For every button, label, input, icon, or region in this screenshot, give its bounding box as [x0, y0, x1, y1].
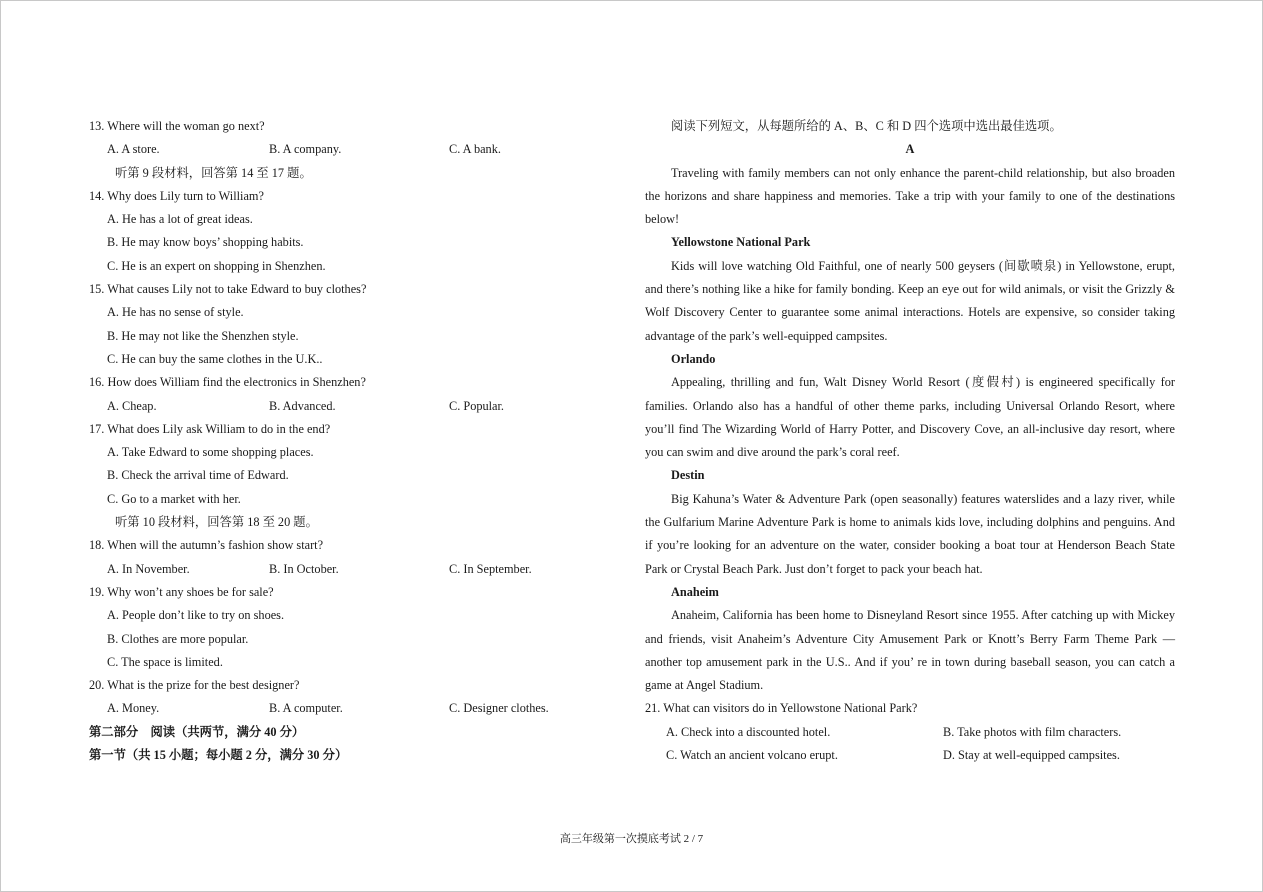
option-c: C. Popular.	[449, 398, 504, 413]
question-21-stem: 21. What can visitors do in Yellowstone National Park?	[645, 701, 918, 716]
section-10-instruction: 听第 10 段材料，回答第 18 至 20 题。	[115, 515, 318, 530]
option-b: B. A company.	[269, 142, 342, 157]
section-9-instruction: 听第 9 段材料，回答第 14 至 17 题。	[115, 165, 312, 180]
question-20-stem: 20. What is the prize for the best designer?	[89, 678, 300, 693]
left-column	[89, 115, 609, 767]
option-a: A. Check into a discounted hotel.	[666, 724, 831, 739]
section-1-heading: 第一节（共 15 小题；每小题 2 分，满分 30 分）	[89, 748, 348, 763]
question-16-stem: 16. How does William find the electronics in Shenzhen?	[89, 375, 366, 390]
option-b: B. He may not like the Shenzhen style.	[107, 328, 299, 343]
question-18-options	[89, 558, 609, 581]
anaheim-heading: Anaheim	[671, 584, 719, 599]
option-a: A. In November.	[107, 561, 190, 576]
option-b: B. Check the arrival time of Edward.	[107, 468, 289, 483]
question-21-options-row-1	[645, 721, 1175, 744]
option-d: D. Stay at well-equipped campsites.	[943, 748, 1120, 763]
option-a: A. Cheap.	[107, 398, 157, 413]
question-15-stem: 15. What causes Lily not to take Edward to buy clothes?	[89, 282, 367, 297]
option-c: C. He can buy the same clothes in the U.K..	[107, 351, 323, 366]
yellowstone-paragraph: Kids will love watching Old Faithful, one of nearly 500 geysers (间歇喷泉) in Yellowstone, erupt, and there’s nothing like a hike for family bonding. Keep an eye out for wild animals, or visit the Grizzly & Wolf Discovery Center to guarantee some animal interactions. Hotels are expensive, so consider taking advantage of the park’s well-equipped campsites.	[645, 258, 1175, 343]
option-a: A. Take Edward to some shopping places.	[107, 445, 314, 460]
question-21-options-row-2	[645, 744, 1175, 767]
question-19-stem: 19. Why won’t any shoes be for sale?	[89, 584, 274, 599]
option-a: A. Money.	[107, 701, 160, 716]
reading-instruction: 阅读下列短文，从每题所给的 A、B、C 和 D 四个选项中选出最佳选项。	[671, 119, 1062, 133]
question-20-options	[89, 697, 609, 720]
option-c: C. Designer clothes.	[449, 701, 549, 716]
question-13-options	[89, 138, 609, 161]
orlando-heading: Orlando	[671, 351, 716, 366]
destin-heading: Destin	[671, 468, 705, 483]
question-17-stem: 17. What does Lily ask William to do in the end?	[89, 421, 331, 436]
option-a: A. A store.	[107, 142, 160, 157]
option-b: B. Advanced.	[269, 398, 336, 413]
anaheim-paragraph: Anaheim, California has been home to Disneyland Resort since 1955. After catching up with Mickey and friends, visit Anaheim’s Adventure City Amusement Park or Knott’s Berry Farm Theme Park — another top amusement park in the U.S.. And if you’ re in town during baseball season, you can catch a game at Angel Stadium.	[645, 608, 1175, 693]
option-b: B. Take photos with film characters.	[943, 724, 1122, 739]
option-b: B. In October.	[269, 561, 339, 576]
passage-intro: Traveling with family members can not only enhance the parent-child relationship, but also broaden the horizons and share happiness and memories. Take a trip with your family to one of the destinations below!	[645, 165, 1175, 227]
option-b: B. He may know boys’ shopping habits.	[107, 235, 304, 250]
part-2-heading: 第二部分 阅读（共两节，满分 40 分）	[89, 724, 305, 739]
question-14-stem: 14. Why does Lily turn to William?	[89, 188, 264, 203]
question-18-stem: 18. When will the autumn’s fashion show start?	[89, 538, 324, 553]
option-a: A. He has a lot of great ideas.	[107, 212, 253, 227]
passage-label: A	[905, 142, 915, 157]
orlando-paragraph: Appealing, thrilling and fun, Walt Disney World Resort (度假村) is engineered specifically for families. Orlando also has a handful of other theme parks, including Universal Orlando Resort, where you’ll find The Wizarding World of Harry Potter, and Discovery Cove, an all-inclusive day resort, where you can swim and dive around the park’s coral reef.	[645, 375, 1175, 460]
option-b: B. Clothes are more popular.	[107, 631, 249, 646]
yellowstone-heading: Yellowstone National Park	[671, 235, 811, 250]
question-13-stem: 13. Where will the woman go next?	[89, 119, 265, 133]
page-footer: 高三年级第一次摸底考试 2 / 7	[559, 833, 704, 845]
question-16-options	[89, 395, 609, 418]
option-c: C. A bank.	[449, 142, 501, 157]
option-c: C. Go to a market with her.	[107, 491, 241, 506]
option-c: C. He is an expert on shopping in Shenzhen.	[107, 258, 326, 273]
destin-paragraph: Big Kahuna’s Water & Adventure Park (open seasonally) features waterslides and a lazy river, while the Gulfarium Marine Adventure Park is home to animals kids love, including dolphins and penguins. And if you’re looking for an adventure on the water, consider booking a boat tour at Henderson Beach State Park or Crystal Beach Park. Just don’t forget to pack your beach hat.	[645, 491, 1175, 576]
option-c: C. In September.	[449, 561, 532, 576]
option-a: A. He has no sense of style.	[107, 305, 244, 320]
option-a: A. People don’t like to try on shoes.	[107, 608, 285, 623]
option-c: C. Watch an ancient volcano erupt.	[666, 748, 838, 763]
option-c: C. The space is limited.	[107, 654, 223, 669]
option-b: B. A computer.	[269, 701, 343, 716]
right-column	[645, 115, 1175, 767]
